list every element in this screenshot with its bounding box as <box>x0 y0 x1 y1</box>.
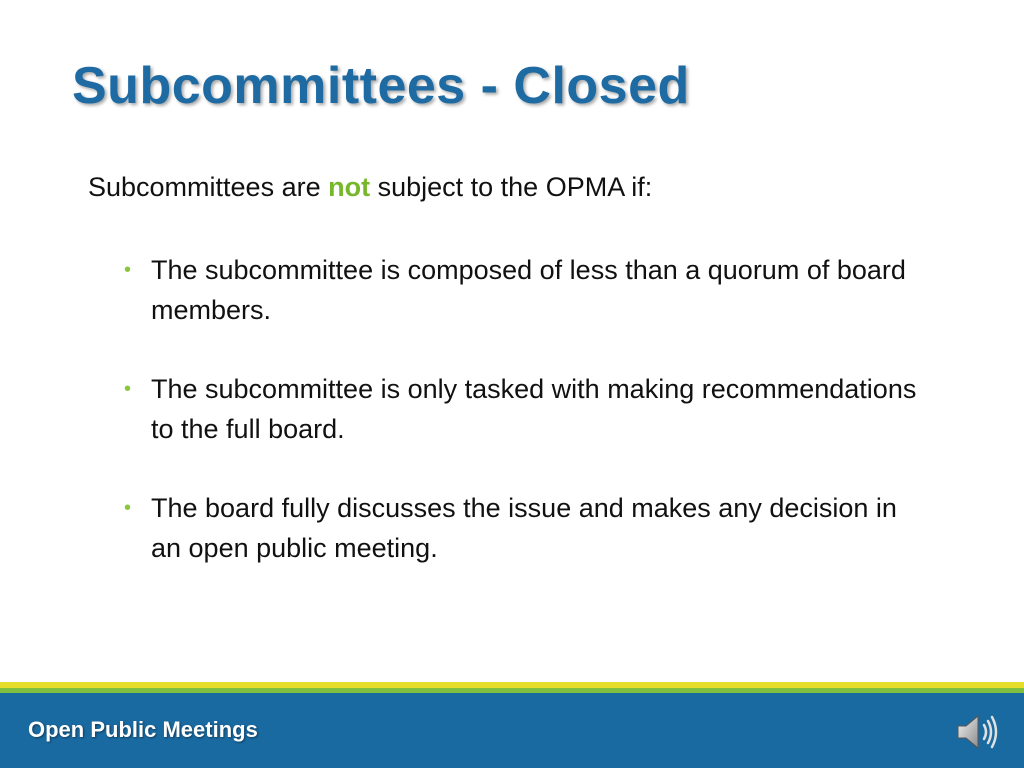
list-item <box>124 250 924 330</box>
intro-text <box>88 172 652 203</box>
bullet-text: The subcommittee is only tasked with making recommendations to the full board. <box>151 374 917 444</box>
bullet-list <box>124 250 924 607</box>
slide-title: Subcommittees - Closed <box>72 57 690 115</box>
list-item <box>124 488 924 568</box>
footer-bar <box>0 693 1024 768</box>
bullet-marker: • <box>124 259 132 281</box>
footer-title: Open Public Meetings <box>28 717 258 742</box>
intro-text-end: subject to the OPMA if: <box>370 172 653 202</box>
bullet-text: The board fully discusses the issue and makes any decision in an open public meeting. <box>151 493 897 563</box>
speaker-icon-graphic <box>956 712 1002 752</box>
intro-emphasis: not <box>328 172 371 202</box>
bullet-marker: • <box>124 378 132 400</box>
intro-text-start: Subcommittees are <box>88 172 329 202</box>
bullet-marker: • <box>124 497 132 519</box>
list-item <box>124 369 924 449</box>
bullet-text: The subcommittee is composed of less than a quorum of board members. <box>151 255 906 325</box>
speaker-icon[interactable] <box>956 712 1002 752</box>
